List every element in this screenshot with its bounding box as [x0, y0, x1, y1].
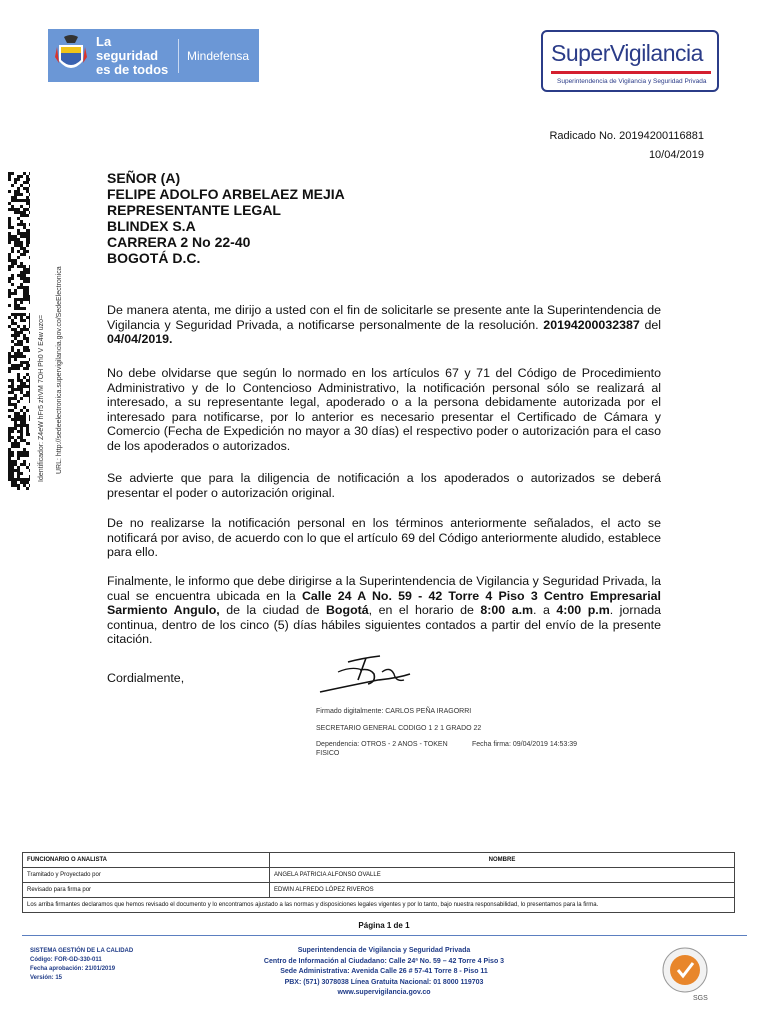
paragraph-1-text: De manera atenta, me dirijo a usted con el fin de solicitarle se presente ante la Superintendencia de Vigilancia y Seguridad Privada, a notificarse personalmente de la resolución. [107, 303, 661, 332]
resolution-date: 04/04/2019. [107, 332, 173, 346]
signer-title: SECRETARIO GENERAL CODIGO 1 2 1 GRADO 22 [316, 725, 482, 732]
paragraph-1-del: del [639, 317, 661, 332]
sv-logo-subtitle: Superintendencia de Vigilancia y Seguridad Privada [557, 78, 707, 85]
signature-fisico: FISICO [316, 750, 340, 757]
table-disclaimer: Los arriba firmantes declaramos que hemos revisado el documento y lo encontramos ajustado a las normas y disposiciones legales vigentes y por lo tanto, bajo nuestra responsabilidad, lo presentamos para la firma. [23, 898, 735, 913]
paragraph-5-text-d: . a [533, 603, 557, 617]
paragraph-5-text-b: de la ciudad de [219, 603, 326, 617]
radicado-date: 10/04/2019 [648, 149, 704, 161]
office-address: Calle 24 A No. 59 - 42 Torre 4 Piso 3 Centro Empresarial Sarmiento Angulo, [107, 588, 661, 617]
paragraph-5-text-c: , en el horario de [368, 603, 481, 617]
addressee-salutation: SEÑOR (A) [107, 170, 181, 186]
closing-salutation: Cordialmente, [107, 671, 185, 685]
table-row [23, 883, 735, 898]
paragraph-1 [107, 303, 661, 347]
review-table [22, 852, 735, 913]
signer-dependency: Dependencia: OTROS - 2 ANOS - TOKEN [316, 741, 448, 748]
handwritten-signature-icon [318, 652, 412, 696]
addressee-block [107, 170, 345, 266]
addressee-company: BLINDEX S.A [107, 218, 196, 234]
barcode-icon [8, 172, 30, 490]
gov-logo-divider [178, 39, 179, 73]
column-header-name: NOMBRE [270, 853, 735, 868]
url-text: URL: http://sedeelectronica.supervigilancia.gov.co/SedeElectronica [56, 266, 63, 474]
quality-certification-seal-icon [660, 946, 710, 1004]
paragraph-4: De no realizarse la notificación personal en los términos anteriormente señalados, el acto se notificará por aviso, de acuerdo con lo que el artículo 69 del Código anteriormente aludido, establece para ello. [107, 516, 661, 559]
footer-info-center: Centro de Información al Ciudadano: Calle 24ª No. 59 – 42 Torre 4 Piso 3 [263, 957, 505, 965]
paragraph-5-text-e: . jornada continua, dentro de los cinco (5) días hábiles siguientes contados a partir del envío de la presente citación. [107, 603, 662, 646]
table-row [23, 898, 735, 913]
signed-by: Firmado digitalmente: CARLOS PEÑA IRAGORRI [316, 708, 472, 715]
table-cell-role: Tramitado y Proyectado por [23, 868, 270, 883]
gov-logo [48, 29, 259, 82]
addressee-role: REPRESENTANTE LEGAL [107, 202, 281, 218]
footer-contact-block [0, 946, 768, 999]
table-cell-role: Revisado para firma por [23, 883, 270, 898]
gov-logo-line2: es de todos [96, 61, 169, 77]
column-header-analyst: FUNCIONARIO O ANALISTA [23, 853, 270, 868]
footer-code: Código: FOR-GD-330-011 [30, 957, 102, 963]
gov-logo-line1: La seguridad [96, 33, 159, 63]
footer-phone: PBX: (571) 3078038 Línea Gratuita Nacional: 01 8000 119703 [284, 978, 484, 986]
footer-approval-date: Fecha aprobación: 21/01/2019 [30, 966, 116, 972]
footer-admin-office: Sede Administrativa: Avenida Calle 26 # 57-41 Torre 8 - Piso 11 [280, 968, 488, 975]
addressee-city: BOGOTÁ D.C. [107, 250, 201, 266]
sv-logo-title: SuperVigilancia [551, 40, 703, 66]
paragraph-2: No debe olvidarse que según lo normado en los artículos 67 y 71 del Código de Procedimiento Administrativo y de lo Contencioso Administrativo, la notificación personal sólo se realizará al interesado, a su representante legal, apoderado o a la persona debidamente autorizada por el interesado para notificarse, por lo anterior es necesario presentar el Certificado de Cámara y Comercio (Fecha de Expedición no mayor a 30 días) el respectivo poder o autorización para el caso de los apoderados o autorizados. [107, 366, 661, 453]
footer-website[interactable]: www.supervigilancia.gov.co [337, 989, 431, 996]
table-cell-name: EDWIN ALFREDO LÓPEZ RIVEROS [270, 883, 735, 898]
addressee-address: CARRERA 2 No 22-40 [107, 234, 251, 250]
gov-logo-text [96, 35, 176, 77]
review-table-header [23, 853, 735, 868]
identifier-text: Identificador: Z4eW hFr5 zhVM 7OH Ph0 V E4w uzo= [38, 314, 45, 482]
sv-logo-underline [551, 71, 711, 74]
closing-time: 4:00 p.m [556, 603, 610, 617]
addressee-name: FELIPE ADOLFO ARBELAEZ MEJIA [107, 186, 345, 202]
radicado-block [549, 127, 704, 165]
table-cell-name: ANGELA PATRICIA ALFONSO OVALLE [270, 868, 735, 883]
footer-divider [22, 935, 747, 936]
paragraph-3: Se advierte que para la diligencia de notificación a los apoderados o autorizados se deberá presentar el poder o autorización original. [107, 471, 661, 500]
supervigilancia-logo [541, 30, 719, 92]
signature-date: Fecha firma: 09/04/2019 14:53:39 [472, 741, 578, 748]
office-city: Bogotá [325, 603, 369, 617]
page-number: Página 1 de 1 [358, 921, 410, 930]
opening-time: 8:00 a.m [480, 603, 534, 617]
resolution-number: 20194200032387 [543, 317, 640, 332]
table-row [23, 868, 735, 883]
paragraph-5 [107, 574, 661, 647]
footer-quality-title: SISTEMA GESTIÓN DE LA CALIDAD [30, 948, 134, 954]
radicado-number: Radicado No. 20194200116881 [549, 130, 704, 142]
ministry-label: Mindefensa [187, 48, 250, 63]
colombia-coat-of-arms-icon [54, 33, 88, 78]
footer-version: Versión: 15 [30, 975, 63, 981]
footer-org-name: Superintendencia de Vigilancia y Seguridad Privada [297, 947, 471, 954]
sgs-label: SGS [693, 995, 708, 1002]
paragraph-5-text-a: Finalmente, le informo que debe dirigirse a la Superintendencia de Vigilancia y Seguridad Privada, la cual se encuentra ubicada en la [107, 574, 661, 603]
